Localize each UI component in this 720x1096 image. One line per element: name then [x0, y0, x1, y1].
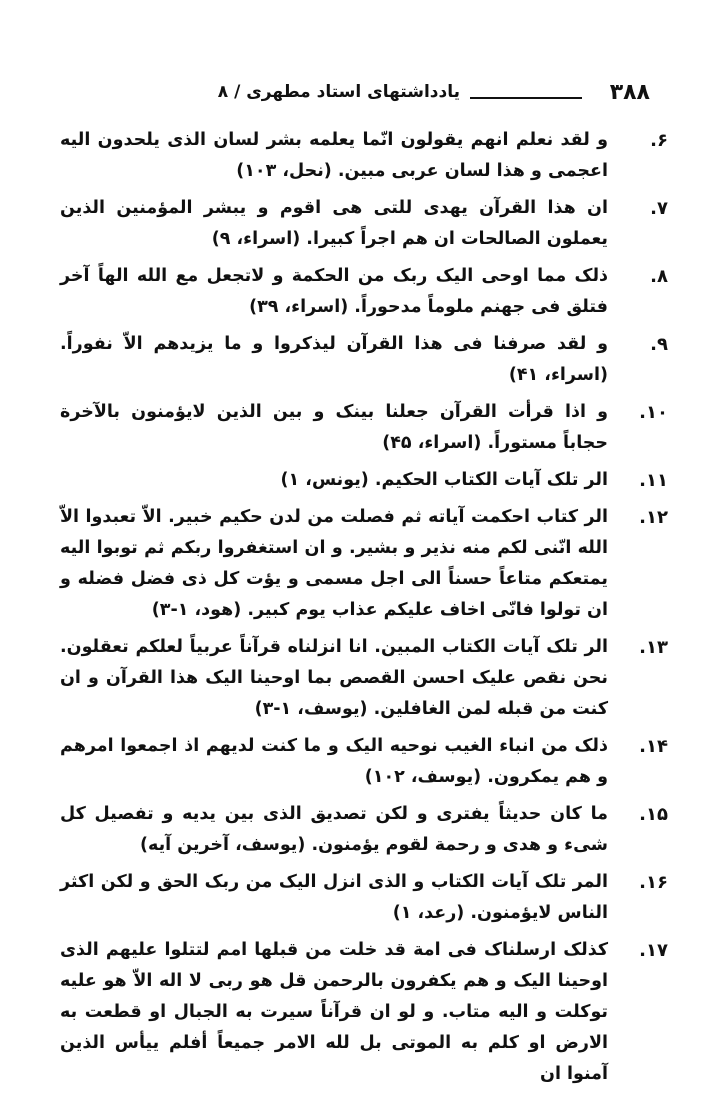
- item-text: و لقد صرفنا فی هذا القرآن ليذکروا و ما يزيدهم الاّ نفوراً. (اسراء، ۴۱): [60, 334, 608, 385]
- item-text: ما کان حديثاً يفتری و لکن تصديق الذی بين يديه و تفصيل کل شیء و هدی و رحمة لقوم يؤمنون. (يوسف، آخرين آيه): [60, 804, 608, 855]
- item-number: ۱۷.: [639, 940, 668, 961]
- item-text: و لقد نعلم انهم يقولون انّما يعلمه بشر لسان الذی يلحدون اليه اعجمی و هذا لسان عربی مبين. (نحل، ۱۰۳): [60, 130, 608, 181]
- item-number: ۱۱.: [639, 470, 668, 491]
- list-item: [60, 465, 668, 496]
- item-number: ۹.: [650, 334, 668, 355]
- list-item: [60, 867, 668, 929]
- list-item: [60, 935, 668, 1090]
- item-number: ۱۳.: [639, 637, 668, 658]
- list-item: [60, 632, 668, 725]
- page-number: ۳۸۸: [609, 80, 650, 105]
- list-item: [60, 329, 668, 391]
- verse-list: [60, 125, 668, 1096]
- list-item: [60, 193, 668, 255]
- item-text: المر تلک آيات الکتاب و الذی انزل اليک من ربک الحق و لکن اکثر الناس لايؤمنون. (رعد، ۱): [60, 872, 608, 923]
- item-text: و اذا قرأت القرآن جعلنا بينک و بين الذين لايؤمنون بالآخرة حجاباً مستوراً. (اسراء، ۴۵): [60, 402, 608, 453]
- item-text: الر تلک آيات الکتاب الحکيم. (يونس، ۱): [280, 470, 608, 490]
- list-item: [60, 502, 668, 626]
- item-number: ۱۶.: [639, 872, 668, 893]
- item-number: ۱۰.: [639, 402, 668, 423]
- list-item: [60, 799, 668, 861]
- list-item: [60, 731, 668, 793]
- item-number: ۱۲.: [639, 507, 668, 528]
- item-number: ۷.: [650, 198, 668, 219]
- item-text: ان هذا القرآن يهدی للتی هی اقوم و يبشر المؤمنين الذين يعملون الصالحات ان هم اجراً كبيرا. (اسراء، ۹): [60, 198, 608, 249]
- list-item: [60, 397, 668, 459]
- list-item: [60, 125, 668, 187]
- item-text: کذلک ارسلناک فی امة قد خلت من قبلها امم لتتلوا عليهم الذی اوحينا اليک و هم يکفرون بالرحمن قل هو ربی لا اله الاّ هو عليه توکلت و اليه متاب. و لو ان قرآناً سيرت به الجبال او قطعت به الارض او کلم به الموتی بل لله الامر جميعاً أفلم ييأس الذين آمنوا ان: [60, 940, 608, 1084]
- item-number: ۶.: [650, 130, 668, 151]
- item-number: ۸.: [650, 266, 668, 287]
- header-rule: [470, 97, 582, 99]
- list-item: [60, 261, 668, 323]
- item-text: ذلک مما اوحی اليک ربک من الحکمة و لاتجعل مع الله الهاً آخر فتلق فی جهنم ملوماً مدحوراً. (اسراء، ۳۹): [60, 266, 608, 317]
- item-text: ذلک من انباء الغيب نوحيه اليک و ما کنت لديهم اذ اجمعوا امرهم و هم يمکرون. (يوسف، ۱۰۲): [60, 736, 608, 787]
- item-text: الر کتاب احکمت آياته ثم فصلت من لدن حکيم خبير. الاّ تعبدوا الاّ الله انّنی لکم منه نذير و بشير. و ان استغفروا ربکم ثم توبوا اليه يمتعکم متاعاً حسناً الی اجل مسمی و يؤت کل ذی فضل فضله و ان تولوا فانّی اخاف عليکم عذاب يوم کبير. (هود، ۱-۳): [60, 507, 608, 620]
- running-title: یادداشتهای استاد مطهری / ۸: [217, 82, 460, 102]
- item-number: ۱۴.: [639, 736, 668, 757]
- page-header: [60, 80, 660, 112]
- item-number: ۱۵.: [639, 804, 668, 825]
- item-text: الر تلک آيات الکتاب المبين. انا انزلناه قرآناً عربياً لعلکم تعقلون. نحن نقص عليک احسن القصص بما اوحينا اليک هذا القرآن و ان کنت من قبله لمن الغافلين. (يوسف، ۱-۳): [60, 637, 608, 719]
